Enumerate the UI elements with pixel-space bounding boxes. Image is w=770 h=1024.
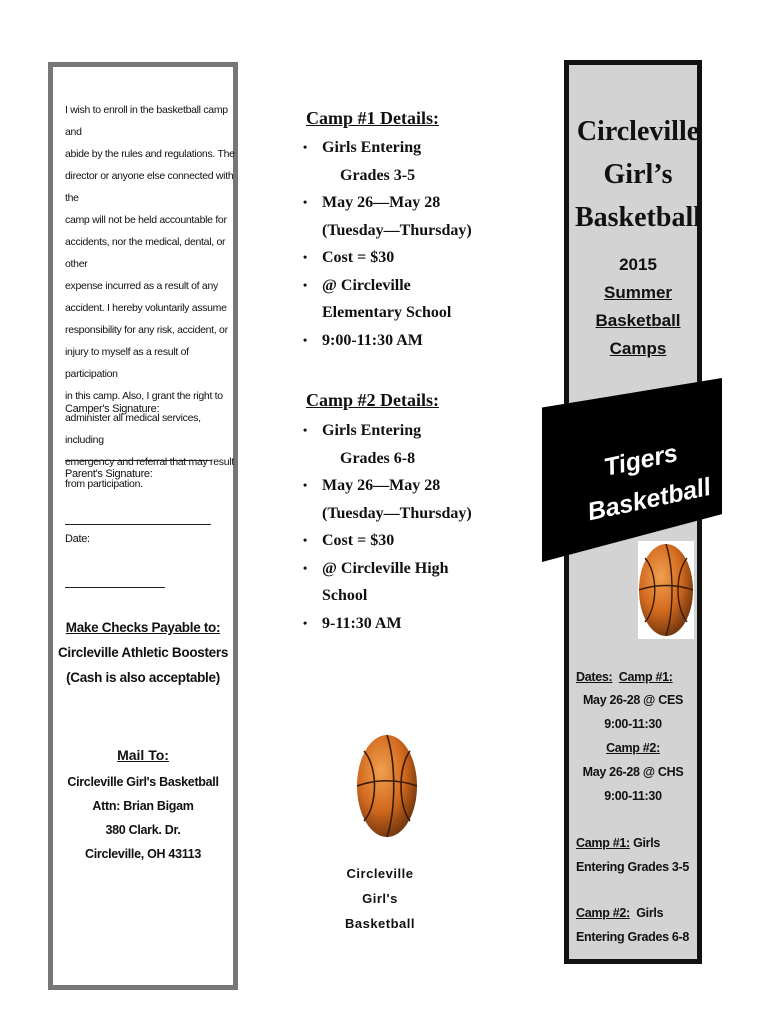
- list-item: • Girls Entering Grades 6-8: [303, 422, 422, 467]
- waiver-line: emergency and referral that may result: [65, 456, 234, 468]
- caption-line: Girl's: [362, 891, 398, 906]
- list-item: • Cost = $30: [303, 532, 395, 549]
- brand-line: Circleville: [576, 116, 700, 147]
- banner-line: Basketball: [585, 472, 714, 527]
- basketball-image: [638, 541, 694, 639]
- address-line: Attn: Brian Bigam: [92, 799, 194, 813]
- waiver-text: [65, 99, 235, 495]
- parent-signature-line[interactable]: [65, 524, 211, 525]
- camp1-grades-a: Girls: [633, 836, 661, 850]
- camp2-label: Camp #2:: [606, 741, 660, 755]
- waiver-line: director or anyone else connected with the: [65, 170, 234, 204]
- date-line[interactable]: [65, 587, 165, 588]
- mail-title: Mail To:: [117, 747, 169, 763]
- brand-title: [569, 110, 707, 239]
- camp1-date: May 26-28 @ CES: [582, 693, 684, 707]
- subtitle-line: Camps: [609, 339, 667, 358]
- cash-note: (Cash is also acceptable): [66, 670, 220, 685]
- address-line: 380 Clark. Dr.: [105, 823, 181, 837]
- address-line: Circleville Girl's Basketball: [67, 775, 219, 789]
- waiver-line: accident. I hereby voluntarily assume: [65, 302, 227, 314]
- camp1-title: Camp #1 Details:: [306, 108, 439, 128]
- waiver-line: in this camp. Also, I grant the right to: [65, 390, 223, 402]
- parent-signature-label: Parent's Signature:: [65, 468, 153, 480]
- payable-title: Make Checks Payable to:: [65, 620, 221, 635]
- camp1-details: [303, 134, 472, 354]
- banner-line: Tigers: [601, 438, 681, 482]
- camp1-time: 9:00-11:30: [604, 717, 662, 731]
- basketball-icon: [638, 541, 694, 639]
- list-item: • Girls Entering Grades 3-5: [303, 139, 422, 184]
- waiver-line: injury to myself as a result of participation: [65, 346, 189, 380]
- waiver-line: from participation.: [65, 478, 143, 490]
- camp2-date: May 26-28 @ CHS: [582, 765, 684, 779]
- camp2-grades: [576, 906, 663, 920]
- year: 2015: [619, 255, 657, 274]
- waiver-line: abide by the rules and regulations. The: [65, 148, 235, 160]
- camp2-grades-a: Girls: [636, 906, 664, 920]
- camp2-grades-label: Camp #2:: [576, 906, 630, 920]
- registration-panel: [48, 62, 238, 990]
- caption-line: Basketball: [344, 916, 416, 931]
- list-item: • @ Circleville Elementary School: [303, 276, 452, 321]
- waiver-line: accidents, nor the medical, dental, or other: [65, 236, 226, 270]
- list-item: • @ Circleville High School: [303, 559, 449, 604]
- camper-signature-line[interactable]: [65, 460, 211, 461]
- waiver-line: responsibility for any risk, accident, or: [65, 324, 228, 336]
- brand-line: Girl’s: [603, 159, 673, 190]
- caption-line: Circleville: [346, 866, 414, 881]
- date-label: Date:: [65, 533, 90, 545]
- camp1-grades-b: Entering Grades 3-5: [576, 860, 690, 874]
- basketball-icon: [356, 733, 418, 839]
- list-item: • Cost = $30: [303, 249, 395, 266]
- address-line: Circleville, OH 43113: [84, 847, 201, 861]
- waiver-line: camp will not be held accountable for: [65, 214, 227, 226]
- dates-label: Dates:: [576, 670, 613, 684]
- waiver-line: expense incurred as a result of any: [65, 280, 218, 292]
- camp2-details: [303, 417, 472, 637]
- camp1-grades: [576, 836, 660, 850]
- camp2-grades-b: Entering Grades 6-8: [576, 930, 690, 944]
- camp1-grades-label: Camp #1:: [576, 836, 630, 850]
- subtitle-line: Basketball: [595, 311, 681, 330]
- brand-line: Basketball: [574, 202, 702, 233]
- camp1-label: Camp #1:: [618, 670, 673, 684]
- camp2-time: 9:00-11:30: [604, 789, 662, 803]
- dates-row: [576, 670, 673, 684]
- list-item: • May 26—May 28 (Tuesday—Thursday): [303, 477, 472, 522]
- subtitle-line: Summer: [603, 283, 673, 302]
- waiver-line: I wish to enroll in the basketball camp and: [65, 104, 228, 138]
- list-item: • 9:00-11:30 AM: [303, 331, 423, 349]
- camp2-title: Camp #2 Details:: [306, 390, 439, 410]
- list-item: • May 26—May 28 (Tuesday—Thursday): [303, 194, 472, 239]
- payable-to: Circleville Athletic Boosters: [57, 645, 229, 660]
- camper-signature-label: Camper's Signature:: [65, 403, 160, 415]
- waiver-line: administer all medical services, including: [65, 412, 201, 446]
- list-item: • 9-11:30 AM: [303, 614, 402, 632]
